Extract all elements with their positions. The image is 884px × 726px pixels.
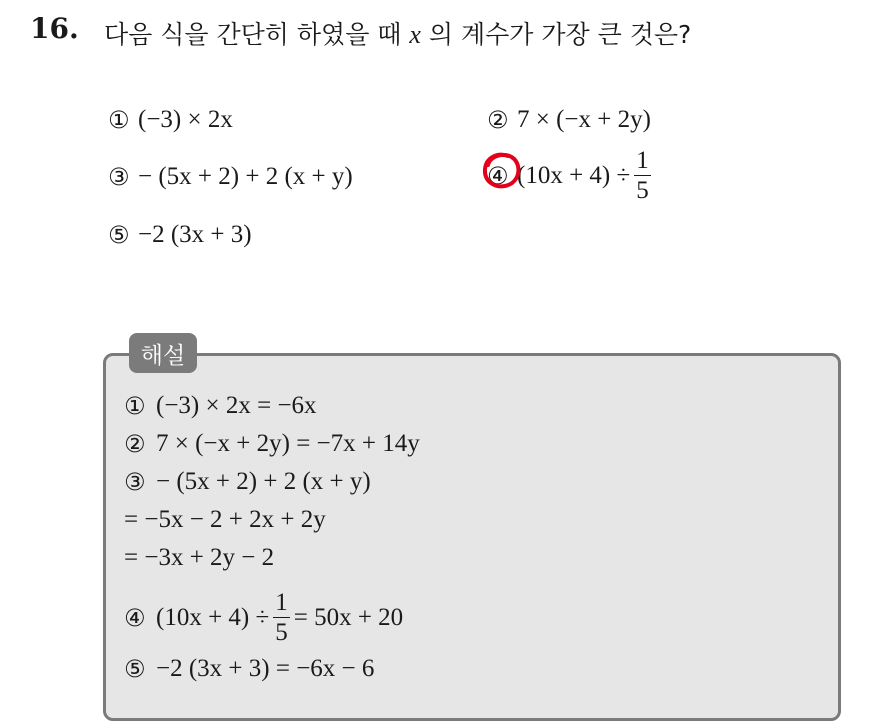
question-number: 16. xyxy=(30,12,79,45)
choice-4-frac-den: 5 xyxy=(636,177,649,204)
explanation-line-6-mark: ④ xyxy=(124,603,146,632)
explanation-line-2-text: 7 × (−x + 2y) = −7x + 14y xyxy=(156,430,420,457)
choice-5-mark: ⑤ xyxy=(108,221,130,249)
choice-4-frac-num: 1 xyxy=(636,147,649,174)
choice-3-mark: ③ xyxy=(108,163,130,191)
question-text-after: 의 계수가 가장 큰 것은? xyxy=(428,20,692,49)
choice-1-expr: (−3) × 2x xyxy=(138,106,233,133)
explanation-line-6 xyxy=(124,590,403,645)
explanation-line-3-text: − (5x + 2) + 2 (x + y) xyxy=(156,468,371,495)
choice-2-expr: 7 × (−x + 2y) xyxy=(517,106,651,133)
question-variable: x xyxy=(409,20,421,49)
choice-2-mark: ② xyxy=(487,106,509,134)
explanation-line-4-text: = −5x − 2 + 2x + 2y xyxy=(124,506,326,533)
explanation-line-6-frac-num: 1 xyxy=(275,589,288,616)
explanation-line-2 xyxy=(124,430,420,458)
explanation-line-1-mark: ① xyxy=(124,392,146,420)
explanation-line-7 xyxy=(124,655,374,683)
explanation-line-4 xyxy=(124,506,326,534)
explanation-line-7-mark: ⑤ xyxy=(124,655,146,683)
explanation-line-1-text: (−3) × 2x = −6x xyxy=(156,392,317,419)
explanation-line-3-mark: ③ xyxy=(124,468,146,496)
explanation-line-6-frac-den: 5 xyxy=(275,619,288,646)
choice-3-expr: − (5x + 2) + 2 (x + y) xyxy=(138,163,353,190)
explanation-line-5 xyxy=(124,544,274,572)
choice-1[interactable] xyxy=(108,106,233,134)
explanation-line-3 xyxy=(124,468,371,496)
explanation-label: 해설 xyxy=(129,333,197,373)
choice-5-expr: −2 (3x + 3) xyxy=(138,221,252,248)
explanation-line-6-text: (10x + 4) ÷ xyxy=(156,603,270,631)
explanation-line-7-text: −2 (3x + 3) = −6x − 6 xyxy=(156,655,375,682)
question-text xyxy=(104,15,691,51)
explanation-line-6-result: = 50x + 20 xyxy=(293,603,404,631)
answer-circle-icon xyxy=(481,151,523,191)
explanation-line-6-fraction xyxy=(273,590,290,645)
choice-4-fraction xyxy=(634,148,651,203)
choice-3[interactable] xyxy=(108,163,353,191)
choice-1-mark: ① xyxy=(108,106,130,134)
explanation-line-1 xyxy=(124,392,317,420)
choice-4-expr: (10x + 4) ÷ xyxy=(517,161,631,189)
choice-4-mark: ④ xyxy=(487,161,509,190)
choice-2[interactable] xyxy=(487,106,651,134)
explanation-line-2-mark: ② xyxy=(124,430,146,458)
explanation-line-5-text: = −3x + 2y − 2 xyxy=(124,544,275,571)
question-text-before: 다음 식을 간단히 하였을 때 xyxy=(104,20,402,49)
choice-5[interactable] xyxy=(108,221,252,249)
